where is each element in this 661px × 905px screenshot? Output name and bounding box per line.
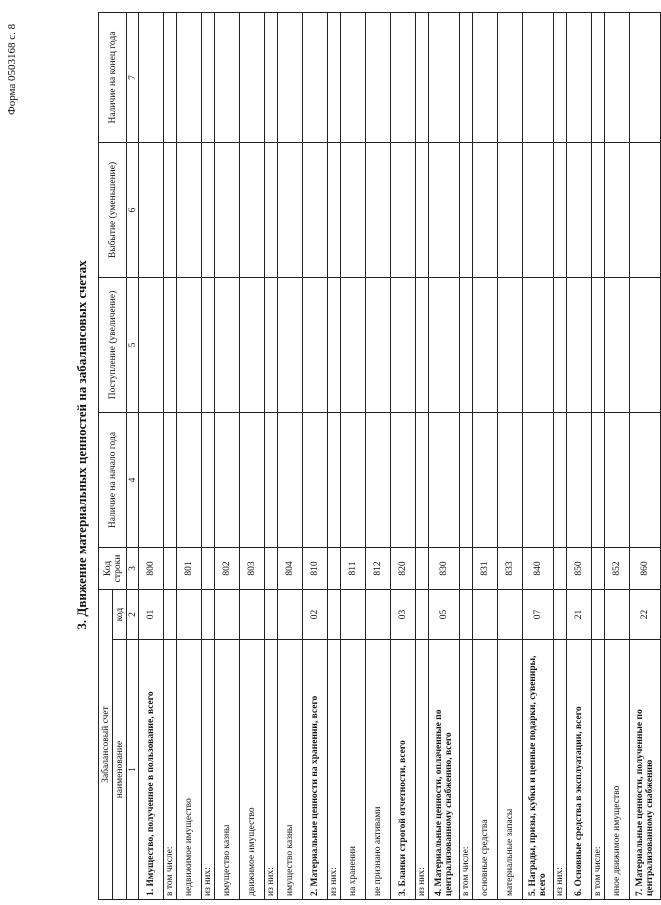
account-code-cell: [202, 590, 215, 640]
column-number: 6: [127, 143, 139, 278]
decrease-cell: [240, 143, 265, 278]
row-code-cell: 860: [630, 548, 661, 590]
decrease-cell: [139, 143, 164, 278]
row-name: материальные запасы: [498, 640, 523, 900]
table-body: [139, 13, 661, 900]
account-code-cell: [215, 590, 240, 640]
account-code-cell: [592, 590, 605, 640]
table-row: [202, 13, 215, 900]
account-code-cell: [460, 590, 473, 640]
row-name: из них:: [416, 640, 429, 900]
beginning-balance-cell: [498, 413, 523, 548]
row-code-cell: [202, 548, 215, 590]
end-balance-cell: [278, 13, 303, 143]
decrease-cell: [303, 143, 328, 278]
offbalance-movement-table: [98, 12, 661, 900]
end-balance-cell: [460, 13, 473, 143]
end-balance-cell: [164, 13, 177, 143]
table-row: [215, 13, 240, 900]
beginning-balance-cell: [605, 413, 630, 548]
account-code-cell: [498, 590, 523, 640]
row-code-cell: 840: [523, 548, 554, 590]
increase-cell: [473, 278, 498, 413]
increase-cell: [605, 278, 630, 413]
beginning-balance-cell: [523, 413, 554, 548]
end-balance-cell: [523, 13, 554, 143]
account-code-cell: 01: [139, 590, 164, 640]
account-code-cell: [416, 590, 429, 640]
end-balance-cell: [240, 13, 265, 143]
account-code-cell: [473, 590, 498, 640]
end-balance-cell: [630, 13, 661, 143]
column-number: 3: [127, 548, 139, 590]
increase-cell: [215, 278, 240, 413]
end-balance-cell: [429, 13, 460, 143]
end-balance-cell: [391, 13, 416, 143]
increase-cell: [240, 278, 265, 413]
header-decrease: Выбытие (уменьшение): [99, 143, 127, 278]
table-row: [328, 13, 341, 900]
beginning-balance-cell: [554, 413, 567, 548]
row-name: 7. Материальные ценности, полученные по централизованному снабжению: [630, 640, 661, 900]
table-row: [416, 13, 429, 900]
decrease-cell: [605, 143, 630, 278]
row-name: имущество казны: [278, 640, 303, 900]
decrease-cell: [416, 143, 429, 278]
decrease-cell: [554, 143, 567, 278]
increase-cell: [202, 278, 215, 413]
row-name: 5. Награды, призы, кубки и ценные подарки, сувениры, всего: [523, 640, 554, 900]
beginning-balance-cell: [460, 413, 473, 548]
beginning-balance-cell: [240, 413, 265, 548]
beginning-balance-cell: [473, 413, 498, 548]
header-account-code: код: [113, 590, 127, 640]
beginning-balance-cell: [592, 413, 605, 548]
account-code-cell: [328, 590, 341, 640]
account-code-cell: [265, 590, 278, 640]
table-row: [177, 13, 202, 900]
table-row: [240, 13, 265, 900]
end-balance-cell: [328, 13, 341, 143]
increase-cell: [416, 278, 429, 413]
row-code-cell: 802: [215, 548, 240, 590]
account-code-cell: 22: [630, 590, 661, 640]
row-name: 4. Материальные ценности, оплаченные по централизованному снабжению, всего: [429, 640, 460, 900]
row-code-cell: 811: [341, 548, 366, 590]
table-row: [341, 13, 366, 900]
row-name: движимое имущество: [240, 640, 265, 900]
header-beginning-balance: Наличие на начало года: [99, 413, 127, 548]
increase-cell: [303, 278, 328, 413]
row-name: 6. Основные средства в эксплуатации, всего: [567, 640, 592, 900]
account-code-cell: 05: [429, 590, 460, 640]
end-balance-cell: [554, 13, 567, 143]
table-row: [303, 13, 328, 900]
end-balance-cell: [177, 13, 202, 143]
column-number: 1: [127, 640, 139, 900]
decrease-cell: [278, 143, 303, 278]
beginning-balance-cell: [328, 413, 341, 548]
row-code-cell: [416, 548, 429, 590]
end-balance-cell: [473, 13, 498, 143]
header-name: наименование: [113, 640, 127, 900]
row-name: не признано активами: [366, 640, 391, 900]
decrease-cell: [391, 143, 416, 278]
increase-cell: [630, 278, 661, 413]
account-code-cell: [341, 590, 366, 640]
increase-cell: [554, 278, 567, 413]
row-name: в том числе:: [164, 640, 177, 900]
increase-cell: [278, 278, 303, 413]
row-code-cell: 852: [605, 548, 630, 590]
end-balance-cell: [341, 13, 366, 143]
increase-cell: [592, 278, 605, 413]
account-code-cell: [240, 590, 265, 640]
table-row: [429, 13, 460, 900]
row-code-cell: 833: [498, 548, 523, 590]
table-row: [164, 13, 177, 900]
form-number-label: Форма 0503168 с. 8: [6, 23, 18, 115]
row-code-cell: 800: [139, 548, 164, 590]
decrease-cell: [265, 143, 278, 278]
decrease-cell: [341, 143, 366, 278]
account-code-cell: 02: [303, 590, 328, 640]
end-balance-cell: [498, 13, 523, 143]
decrease-cell: [429, 143, 460, 278]
beginning-balance-cell: [303, 413, 328, 548]
column-number: 5: [127, 278, 139, 413]
column-number: 2: [127, 590, 139, 640]
row-code-cell: 810: [303, 548, 328, 590]
table-row: [278, 13, 303, 900]
beginning-balance-cell: [366, 413, 391, 548]
row-code-cell: 804: [278, 548, 303, 590]
row-code-cell: 830: [429, 548, 460, 590]
account-code-cell: [177, 590, 202, 640]
end-balance-cell: [366, 13, 391, 143]
increase-cell: [139, 278, 164, 413]
row-name: основные средства: [473, 640, 498, 900]
beginning-balance-cell: [202, 413, 215, 548]
row-name: 3. Бланки строгой отчетности, всего: [391, 640, 416, 900]
table-row: [523, 13, 554, 900]
decrease-cell: [498, 143, 523, 278]
increase-cell: [523, 278, 554, 413]
row-name: на хранении: [341, 640, 366, 900]
beginning-balance-cell: [215, 413, 240, 548]
end-balance-cell: [592, 13, 605, 143]
beginning-balance-cell: [429, 413, 460, 548]
account-code-cell: [366, 590, 391, 640]
account-code-cell: [605, 590, 630, 640]
table-row: [592, 13, 605, 900]
row-name: недвижимое имущество: [177, 640, 202, 900]
header-row-code: Код строки: [99, 548, 127, 590]
row-name: в том числе:: [460, 640, 473, 900]
beginning-balance-cell: [139, 413, 164, 548]
beginning-balance-cell: [177, 413, 202, 548]
table-row: [139, 13, 164, 900]
end-balance-cell: [605, 13, 630, 143]
decrease-cell: [366, 143, 391, 278]
row-code-cell: [554, 548, 567, 590]
row-code-cell: [164, 548, 177, 590]
beginning-balance-cell: [416, 413, 429, 548]
account-code-cell: 21: [567, 590, 592, 640]
increase-cell: [164, 278, 177, 413]
row-code-cell: [592, 548, 605, 590]
increase-cell: [460, 278, 473, 413]
row-code-cell: 801: [177, 548, 202, 590]
row-code-cell: [460, 548, 473, 590]
table-row: [460, 13, 473, 900]
beginning-balance-cell: [630, 413, 661, 548]
row-code-cell: [265, 548, 278, 590]
row-name: имущество казны: [215, 640, 240, 900]
row-name: 1. Имущество, полученное в пользование, всего: [139, 640, 164, 900]
table-row: [391, 13, 416, 900]
header-increase: Поступление (увеличение): [99, 278, 127, 413]
row-name: из них:: [328, 640, 341, 900]
increase-cell: [265, 278, 278, 413]
row-code-cell: 820: [391, 548, 416, 590]
increase-cell: [391, 278, 416, 413]
row-name: 2. Материальные ценности на хранении, всего: [303, 640, 328, 900]
row-code-cell: 812: [366, 548, 391, 590]
beginning-balance-cell: [164, 413, 177, 548]
beginning-balance-cell: [278, 413, 303, 548]
account-code-cell: 03: [391, 590, 416, 640]
row-code-cell: 831: [473, 548, 498, 590]
account-code-cell: 07: [523, 590, 554, 640]
end-balance-cell: [215, 13, 240, 143]
table-row: [473, 13, 498, 900]
decrease-cell: [592, 143, 605, 278]
row-name: из них:: [554, 640, 567, 900]
account-code-cell: [278, 590, 303, 640]
row-code-cell: 850: [567, 548, 592, 590]
account-code-cell: [164, 590, 177, 640]
decrease-cell: [177, 143, 202, 278]
row-name: из них:: [202, 640, 215, 900]
decrease-cell: [630, 143, 661, 278]
end-balance-cell: [303, 13, 328, 143]
column-number: 7: [127, 13, 139, 143]
row-code-cell: [328, 548, 341, 590]
table-row: [498, 13, 523, 900]
decrease-cell: [328, 143, 341, 278]
end-balance-cell: [139, 13, 164, 143]
increase-cell: [366, 278, 391, 413]
table-row: [366, 13, 391, 900]
decrease-cell: [567, 143, 592, 278]
section-title: 3. Движение материальных ценностей на забалансовых счетах: [74, 260, 89, 630]
table-row: [554, 13, 567, 900]
beginning-balance-cell: [567, 413, 592, 548]
table-row: [630, 13, 661, 900]
header-end-balance: Наличие на конец года: [99, 13, 127, 143]
increase-cell: [567, 278, 592, 413]
table-row: [605, 13, 630, 900]
decrease-cell: [460, 143, 473, 278]
decrease-cell: [523, 143, 554, 278]
decrease-cell: [202, 143, 215, 278]
row-name: из них:: [265, 640, 278, 900]
increase-cell: [328, 278, 341, 413]
increase-cell: [429, 278, 460, 413]
row-name: иное движимое имущество: [605, 640, 630, 900]
beginning-balance-cell: [265, 413, 278, 548]
column-number: 4: [127, 413, 139, 548]
row-name: в том числе:: [592, 640, 605, 900]
decrease-cell: [215, 143, 240, 278]
end-balance-cell: [202, 13, 215, 143]
end-balance-cell: [567, 13, 592, 143]
decrease-cell: [164, 143, 177, 278]
header-account-group: Забалансовый счет: [99, 590, 113, 900]
row-code-cell: 803: [240, 548, 265, 590]
table-row: [265, 13, 278, 900]
beginning-balance-cell: [391, 413, 416, 548]
increase-cell: [341, 278, 366, 413]
table-row: [567, 13, 592, 900]
end-balance-cell: [265, 13, 278, 143]
increase-cell: [498, 278, 523, 413]
end-balance-cell: [416, 13, 429, 143]
account-code-cell: [554, 590, 567, 640]
beginning-balance-cell: [341, 413, 366, 548]
decrease-cell: [473, 143, 498, 278]
increase-cell: [177, 278, 202, 413]
